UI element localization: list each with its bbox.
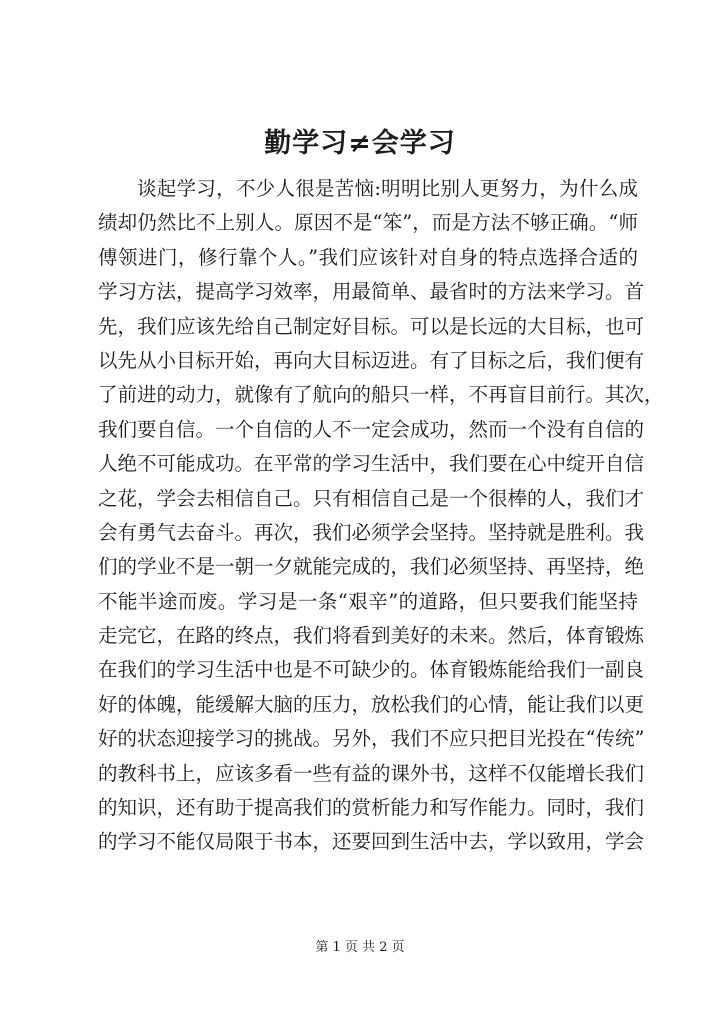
text-line: 谈起学习，不少人很是苦恼:明明比别人更努力，为什么成 bbox=[137, 177, 638, 200]
text-line: 的教科书上，应该多看一些有益的课外书，这样不仅能增长我们 bbox=[98, 761, 645, 785]
text-line: 在我们的学习生活中也是不可缺少的。体育锻炼能给我们一副良 bbox=[98, 658, 645, 682]
document-title: 勤学习≠会学习 bbox=[264, 128, 456, 159]
text-line: 好的体魄，能缓解大脑的压力，放松我们的心情，能让我们以更 bbox=[98, 692, 645, 716]
text-line: 之花，学会去相信自己。只有相信自己是一个很棒的人，我们才 bbox=[98, 486, 645, 510]
text-line: 会有勇气去奋斗。再次，我们必须学会坚持。坚持就是胜利。我 bbox=[98, 520, 645, 544]
text-line: 人绝不可能成功。在平常的学习生活中，我们要在心中绽开自信 bbox=[98, 452, 645, 476]
text-line: 傅领进门，修行靠个人。”我们应该针对自身的特点选择合适的 bbox=[98, 245, 638, 269]
text-line: 我们要自信。一个自信的人不一定会成功，然而一个没有自信的 bbox=[98, 417, 645, 441]
text-line: 的知识，还有助于提高我们的赏析能力和写作能力。同时，我们 bbox=[98, 796, 645, 820]
body-paragraph bbox=[98, 172, 664, 860]
text-line: 好的状态迎接学习的挑战。另外，我们不应只把目光投在“传统” bbox=[98, 727, 645, 751]
text-line: 们的学业不是一朝一夕就能完成的，我们必须坚持、再坚持，绝 bbox=[98, 555, 645, 579]
text-line: 不能半途而废。学习是一条“艰辛”的道路，但只要我们能坚持 bbox=[98, 589, 638, 613]
text-line: 以先从小目标开始，再向大目标迈进。有了目标之后，我们便有 bbox=[98, 348, 645, 372]
text-line: 的学习不能仅局限于书本，还要回到生活中去，学以致用，学会 bbox=[98, 830, 645, 854]
text-line: 了前进的动力，就像有了航向的船只一样，不再盲目前行。其次， bbox=[98, 383, 664, 407]
text-line: 绩却仍然比不上别人。原因不是“笨”，而是方法不够正确。“师 bbox=[98, 211, 638, 235]
text-line: 走完它，在路的终点，我们将看到美好的未来。然后，体育锻炼 bbox=[98, 624, 645, 648]
text-line: 学习方法，提高学习效率，用最简单、最省时的方法来学习。首 bbox=[98, 280, 645, 304]
page-footer: 第 1 页 共 2 页 bbox=[315, 940, 405, 955]
text-line: 先，我们应该先给自己制定好目标。可以是长远的大目标，也可 bbox=[98, 314, 645, 338]
